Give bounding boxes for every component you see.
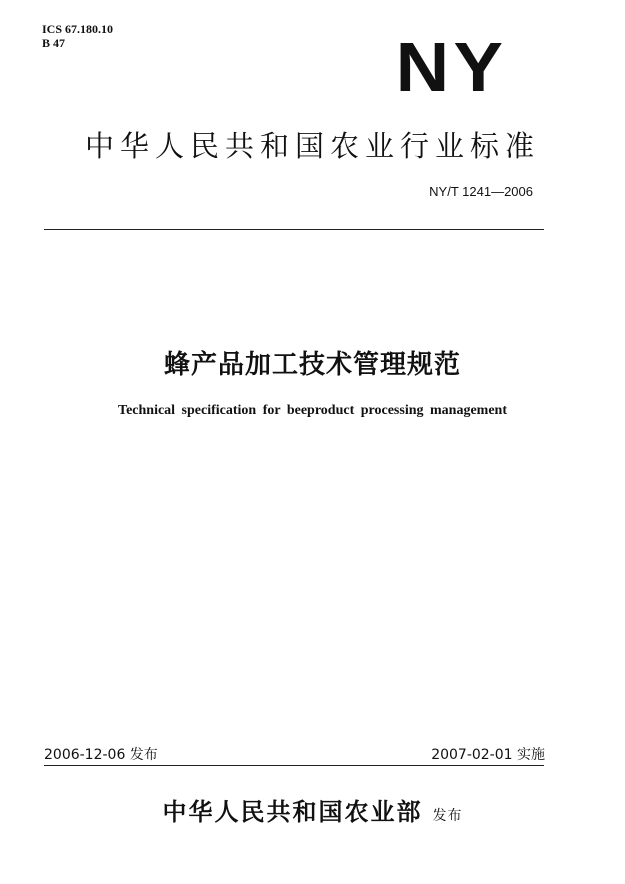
issuer-line	[0, 792, 625, 827]
classification-codes	[42, 22, 113, 50]
ny-logo: NY	[395, 28, 507, 106]
effective-date: 2007-02-01 实施	[431, 747, 545, 763]
issuer-name: 中华人民共和国农业部	[162, 797, 423, 826]
ics-code: ICS 67.180.10	[42, 22, 114, 36]
document-title-cn: 蜂产品加工技术管理规范	[163, 350, 461, 380]
standard-number: NY/T 1241—2006	[429, 184, 533, 199]
issuer-suffix: 发布	[432, 808, 463, 824]
issue-date: 2006-12-06 发布	[44, 747, 158, 763]
header-divider	[44, 229, 544, 230]
footer-divider	[44, 765, 544, 766]
document-title-en: Technical specification for beeproduct processing management	[118, 403, 507, 418]
class-code: B 47	[42, 36, 66, 50]
standard-category-title: 中华人民共和国农业行业标准	[84, 129, 540, 163]
